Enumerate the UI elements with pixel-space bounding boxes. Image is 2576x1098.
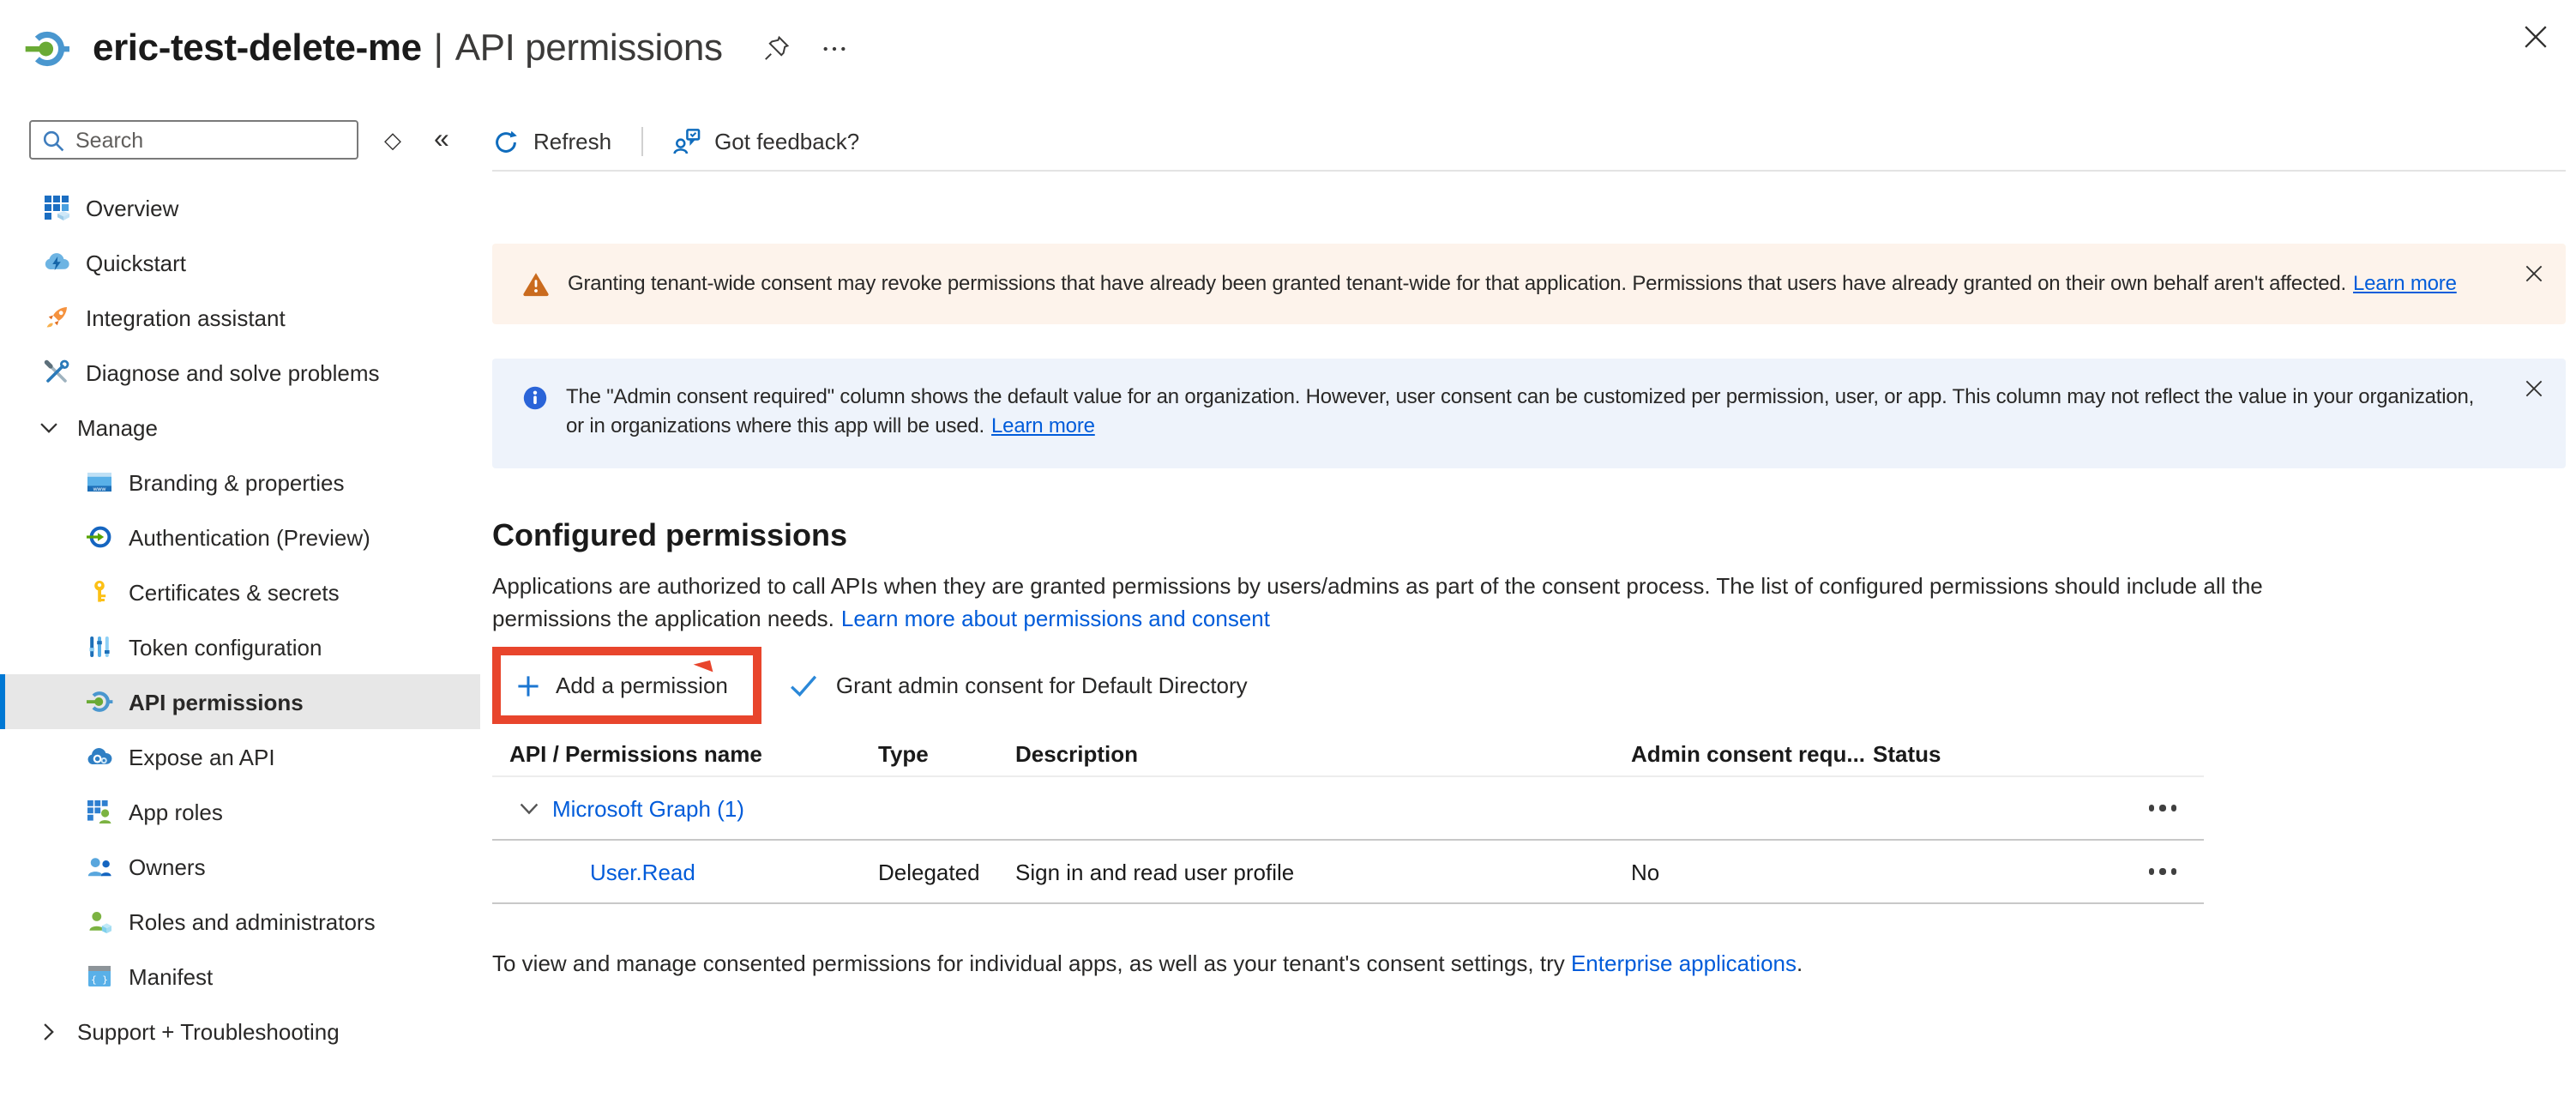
sidebar-item-label: Integration assistant (86, 305, 286, 330)
expand-chevron-icon[interactable] (518, 797, 540, 819)
sidebar-item-quickstart[interactable] (0, 235, 480, 290)
sidebar-item-label: Overview (86, 195, 179, 220)
column-header-description: Description (1015, 741, 1139, 767)
warning-icon (521, 269, 551, 299)
titlebar (0, 0, 2576, 96)
api-group-row (492, 777, 2204, 839)
search-input[interactable] (75, 128, 346, 152)
sidebar-item-overview[interactable] (0, 180, 480, 235)
app-roles-icon (86, 798, 113, 825)
footer-note (492, 950, 2566, 976)
chevron-right-icon (38, 1020, 60, 1042)
integration-assistant-icon (43, 304, 70, 331)
sidebar-item-integration-assistant[interactable] (0, 290, 480, 345)
info-icon (521, 384, 549, 412)
sidebar-item-label: Certificates & secrets (129, 579, 340, 605)
warning-banner-text (568, 269, 2457, 299)
expose-api-icon (86, 743, 113, 770)
svg-text:{ }: { } (91, 974, 108, 986)
command-bar (492, 118, 2566, 165)
row-menu-button[interactable] (2149, 805, 2204, 811)
warning-text: Granting tenant-wide consent may revoke permissions that have already been granted tenant-wide for that application. Permissions that users have already granted on their own behalf aren't affected. (568, 271, 2346, 295)
certificates-icon (86, 578, 113, 606)
sidebar-item-api-permissions[interactable] (0, 674, 480, 729)
feedback-icon (671, 127, 701, 156)
collapse-sidebar-icon[interactable]: « (434, 124, 449, 154)
reorder-diamond-icon[interactable]: ◇ (384, 127, 401, 153)
sidebar-item-label: Quickstart (86, 250, 187, 275)
sidebar-item-label: Manage (77, 414, 158, 440)
sidebar-group-manage[interactable] (0, 400, 480, 455)
search-icon (41, 128, 65, 152)
permissions-consent-link[interactable]: Learn more about permissions and consent (840, 605, 1270, 630)
permission-description: Sign in and read user profile (1015, 859, 1295, 884)
authentication-icon (86, 523, 113, 551)
refresh-button[interactable] (492, 128, 611, 155)
sidebar-item-label: API permissions (129, 689, 304, 715)
page-title (93, 26, 723, 70)
admin-consent-value: No (1631, 859, 1660, 884)
warning-banner (492, 244, 2566, 324)
sidebar-item-label: Support + Troubleshooting (77, 1018, 340, 1044)
pin-icon[interactable] (764, 34, 791, 62)
close-blade-icon[interactable] (2523, 24, 2549, 50)
table-body (492, 777, 2204, 904)
warning-learn-more-link[interactable]: Learn more (2353, 271, 2457, 295)
blade-name: API permissions (454, 26, 723, 69)
api-group-link[interactable]: Microsoft Graph (1) (552, 795, 744, 821)
sidebar-nav (0, 180, 480, 1059)
toolbar-divider (492, 170, 2566, 172)
roles-and-administrators-icon (86, 908, 113, 935)
manifest-icon (86, 962, 113, 990)
permissions-table (492, 733, 2204, 904)
sidebar (0, 96, 480, 1098)
enterprise-applications-link[interactable]: Enterprise applications (1570, 950, 1797, 976)
grant-admin-consent-button[interactable] (790, 671, 1248, 700)
column-header-status: Status (1873, 741, 1941, 767)
sidebar-item-label: Branding & properties (129, 469, 345, 495)
plus-icon (516, 673, 540, 697)
refresh-label: Refresh (533, 129, 612, 154)
sidebar-item-label: Authentication (Preview) (129, 524, 370, 550)
sidebar-item-token-configuration[interactable] (0, 619, 480, 674)
sidebar-item-branding-properties[interactable] (0, 455, 480, 510)
footer-text: To view and manage consented permissions for individual apps, as well as your tenant's consent settings, try (492, 950, 1571, 976)
owners-icon (86, 853, 113, 880)
feedback-label: Got feedback? (714, 129, 860, 154)
content (492, 96, 2566, 976)
column-header-api-permissions-name: API / Permissions name (509, 741, 762, 767)
grant-admin-consent-label: Grant admin consent for Default Directory (835, 673, 1248, 698)
info-banner (492, 359, 2566, 468)
overview-icon (43, 194, 70, 221)
permission-type: Delegated (878, 859, 980, 884)
quickstart-icon (43, 249, 70, 276)
sidebar-item-label: Roles and administrators (129, 908, 376, 934)
permissions-description (492, 571, 2290, 635)
permission-link[interactable]: User.Read (590, 859, 695, 884)
add-permission-label: Add a permission (556, 673, 728, 698)
diagnose-icon (43, 359, 70, 386)
chevron-down-icon (38, 416, 60, 438)
toolbar-separator (641, 127, 642, 156)
sidebar-group-support-troubleshooting[interactable] (0, 1004, 480, 1059)
description-text: Applications are authorized to call APIs when they are granted permissions by users/admins as part of the consent process. The list of configured permissions should include all the permissions the application needs. (492, 573, 2263, 630)
feedback-button[interactable] (671, 127, 859, 156)
sidebar-item-label: Manifest (129, 963, 214, 989)
sidebar-item-owners[interactable] (0, 839, 480, 894)
permission-row (492, 841, 2204, 902)
sidebar-item-label: Owners (129, 854, 206, 879)
add-permission-button[interactable] (501, 655, 754, 715)
token-configuration-icon (86, 633, 113, 661)
more-options-icon[interactable] (822, 35, 848, 61)
title-separator: | (433, 26, 443, 69)
column-header-type: Type (878, 741, 929, 767)
sidebar-item-label: App roles (129, 799, 223, 824)
svg-text:www: www (93, 486, 106, 493)
sidebar-item-label: Token configuration (129, 634, 322, 660)
warning-close-icon[interactable] (2525, 264, 2543, 283)
sidebar-item-diagnose-and-solve-problems[interactable] (0, 345, 480, 400)
info-close-icon[interactable] (2525, 379, 2543, 398)
footer-period: . (1797, 950, 1803, 976)
refresh-icon (492, 128, 520, 155)
annotation-highlight-box (492, 647, 762, 724)
sidebar-item-expose-an-api[interactable] (0, 729, 480, 784)
api-permissions-icon (86, 688, 113, 715)
sidebar-item-authentication-preview[interactable] (0, 510, 480, 564)
sidebar-item-manifest[interactable] (0, 949, 480, 1004)
app-name: eric-test-delete-me (93, 26, 422, 69)
table-header-row (492, 733, 2204, 775)
row-menu-button[interactable] (2128, 869, 2204, 875)
row-divider (492, 902, 2204, 904)
sidebar-item-label: Diagnose and solve problems (86, 359, 380, 385)
branding-icon (86, 468, 113, 496)
info-banner-text (566, 383, 2497, 441)
info-text: The "Admin consent required" column shows the default value for an organization. However, user consent can be customized per permission, user, or app. This column may not reflect the value in your organization, or in organizations where this app will be used. (566, 384, 2475, 437)
app-registration-icon (24, 25, 70, 71)
column-header-admin-consent-requ: Admin consent requ... (1631, 741, 1866, 767)
permission-actions (492, 647, 2566, 724)
sidebar-search-row (29, 120, 480, 160)
sidebar-item-roles-and-administrators[interactable] (0, 894, 480, 949)
configured-permissions-heading: Configured permissions (492, 518, 848, 552)
sidebar-item-label: Expose an API (129, 744, 275, 769)
info-learn-more-link[interactable]: Learn more (991, 413, 1095, 437)
search-box[interactable] (29, 120, 358, 160)
sidebar-item-app-roles[interactable] (0, 784, 480, 839)
sidebar-item-certificates-secrets[interactable] (0, 564, 480, 619)
check-icon (790, 671, 819, 700)
